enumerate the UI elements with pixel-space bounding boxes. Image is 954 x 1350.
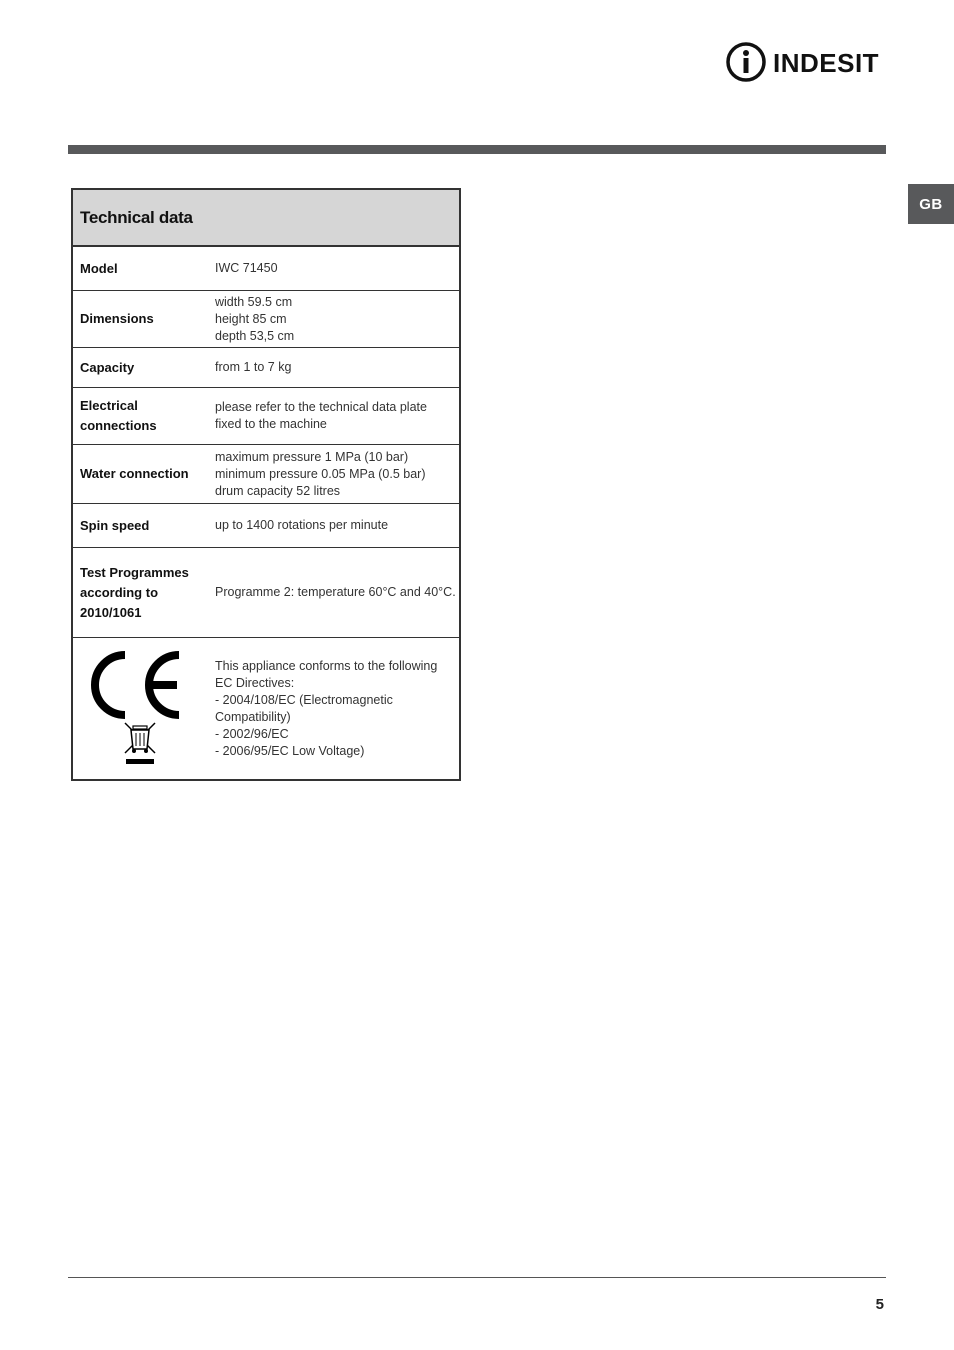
row-model (73, 247, 459, 291)
language-tab: GB (908, 184, 954, 224)
row-value: IWC 71450 (215, 261, 278, 275)
directives-text: This appliance conforms to the following EC Directives: - 2004/108/EC (Electromagnetic Compatibility) - 2002/96/EC - 2006/95/EC Low Voltage) (215, 658, 438, 758)
row-label: Capacity (80, 359, 135, 375)
row-water (73, 445, 459, 504)
row-dimensions (73, 291, 459, 348)
top-rule (68, 145, 886, 154)
row-capacity (73, 348, 459, 388)
compliance-marks (73, 639, 215, 779)
row-directives (73, 638, 459, 779)
bottom-rule (68, 1277, 886, 1278)
row-label: Water connection (80, 466, 189, 481)
page-number: 5 (875, 1296, 884, 1313)
row-value: up to 1400 rotations per minute (215, 518, 389, 532)
row-value: please refer to the technical data plate fixed to the machine (215, 400, 427, 431)
row-test-programmes (73, 548, 459, 638)
row-label: Dimensions (80, 311, 154, 326)
logo-wordmark: INDESIT (773, 48, 880, 78)
row-label: Model (80, 260, 118, 276)
row-label: Test Programmes according to 2010/1061 (80, 564, 189, 620)
ce-mark-icon (91, 649, 185, 721)
row-label: Electrical connections (80, 398, 157, 433)
row-value: Programme 2: temperature 60°C and 40°C. (215, 585, 456, 599)
row-label: Spin speed (80, 517, 150, 533)
indesit-logo (725, 40, 890, 84)
technical-data-table (71, 188, 461, 781)
row-electrical (73, 388, 459, 445)
row-value: maximum pressure 1 MPa (10 bar) minimum pressure 0.05 MPa (0.5 bar) drum capacity 52 litres (215, 449, 426, 498)
row-value: width 59.5 cm height 85 cm depth 53,5 cm (215, 294, 295, 343)
row-spin-speed (73, 504, 459, 548)
row-value: from 1 to 7 kg (215, 360, 292, 374)
weee-bin-icon (123, 721, 157, 767)
table-title: Technical data (73, 190, 459, 247)
